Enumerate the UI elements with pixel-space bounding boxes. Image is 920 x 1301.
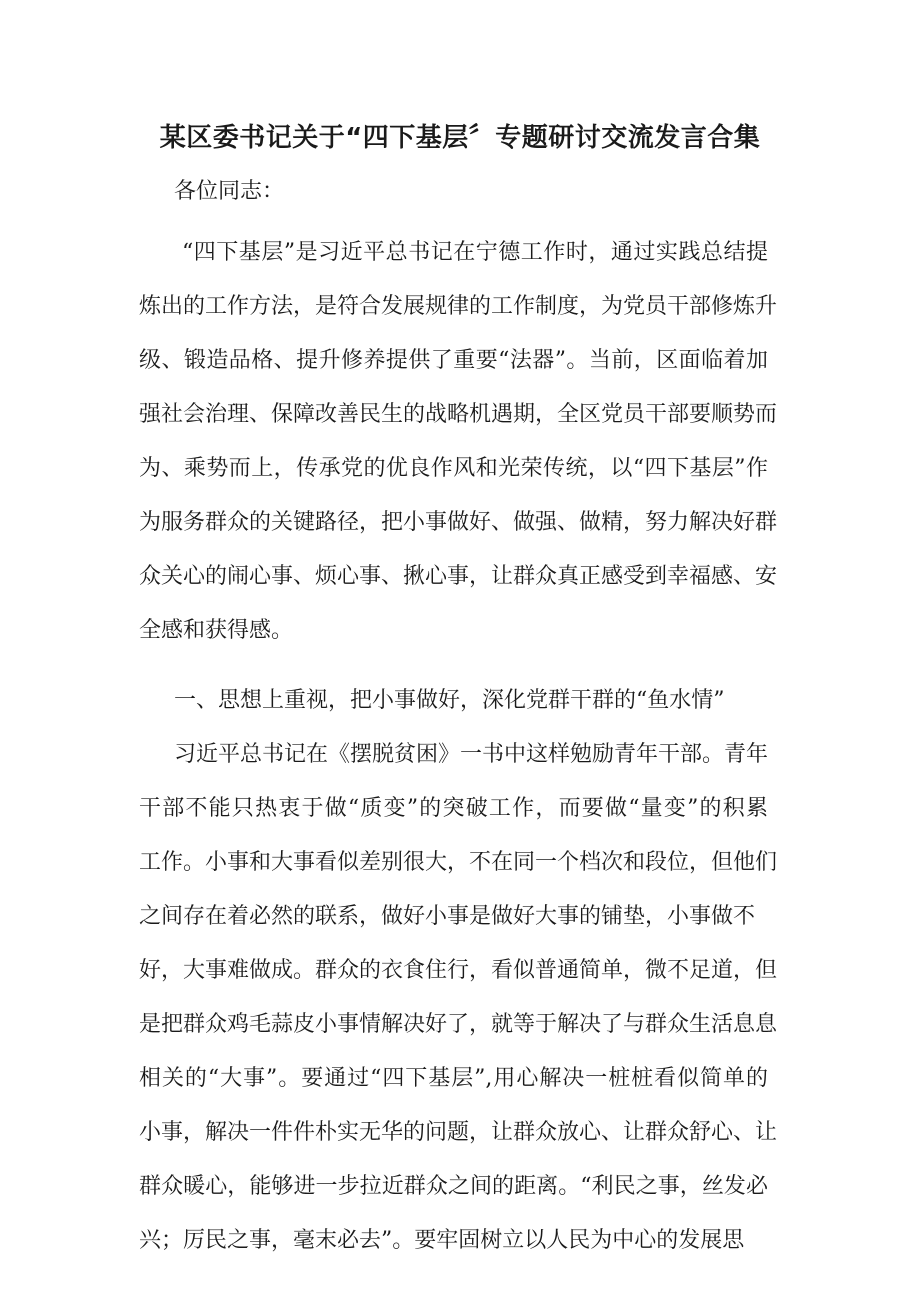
paragraph-line: 全感和获得感。: [139, 618, 294, 643]
paragraph-line: 是把群众鸡毛蒜皮小事情解决好了，就等于解决了与群众生活息息: [139, 1012, 778, 1037]
section-heading-text: 一、思想上重视，把小事做好，深化党群干群的“鱼水情”: [174, 688, 725, 713]
document-title: 某区委书记关于“四下基层〞专题研讨交流发言合集: [159, 123, 761, 153]
salutation-text: 各位同志：: [174, 179, 285, 204]
paragraph-line: 为服务群众的关键路径，把小事做好、做强、做精，努力解决好群: [139, 510, 778, 535]
paragraph-line: 之间存在着必然的联系，做好小事是做好大事的铺垫，小事做不: [139, 904, 756, 929]
paragraph-line: 炼出的工作方法，是符合发展规律的工作制度，为党员干部修炼升: [139, 294, 778, 319]
paragraph-line: 群众暖心，能够进一步拉近群众之间的距离。“利民之事，丝发必: [139, 1174, 768, 1199]
paragraph-line: 习近平总书记在《摆脱贫困》一书中这样勉励青年干部。青年: [174, 742, 769, 767]
paragraph-line: 强社会治理、保障改善民生的战略机遇期，全区党员干部要顺势而: [139, 402, 778, 427]
paragraph-line: 为、乘势而上，传承党的优良作风和光荣传统，以“四下基层”作: [139, 456, 768, 481]
paragraph-line: 干部不能只热衷于做“质变”的突破工作，而要做“量变”的积累: [139, 796, 768, 821]
paragraph-line: 相关的“大事”。要通过“四下基层”,用心解决一桩桩看似简单的: [139, 1066, 768, 1091]
paragraph-line: 小事，解决一件件朴实无华的问题，让群众放心、让群众舒心、让: [139, 1120, 778, 1145]
paragraph-line: 兴；厉民之事，毫末必去”。要牢固树立以人民为中心的发展思: [139, 1228, 745, 1253]
paragraph-line: 工作。小事和大事看似差别很大，不在同一个档次和段位，但他们: [139, 850, 778, 875]
paragraph-line: 众关心的闹心事、烦心事、揪心事，让群众真正感受到幸福感、安: [139, 564, 778, 589]
paragraph-line: “四下基层”是习近平总书记在宁德工作时，通过实践总结提: [182, 240, 768, 265]
paragraph-line: 级、锻造品格、提升修养提供了重要“法器”。当前，区面临着加: [139, 348, 768, 373]
paragraph-line: 好，大事难做成。群众的衣食住行，看似普通简单，微不足道，但: [139, 958, 778, 983]
